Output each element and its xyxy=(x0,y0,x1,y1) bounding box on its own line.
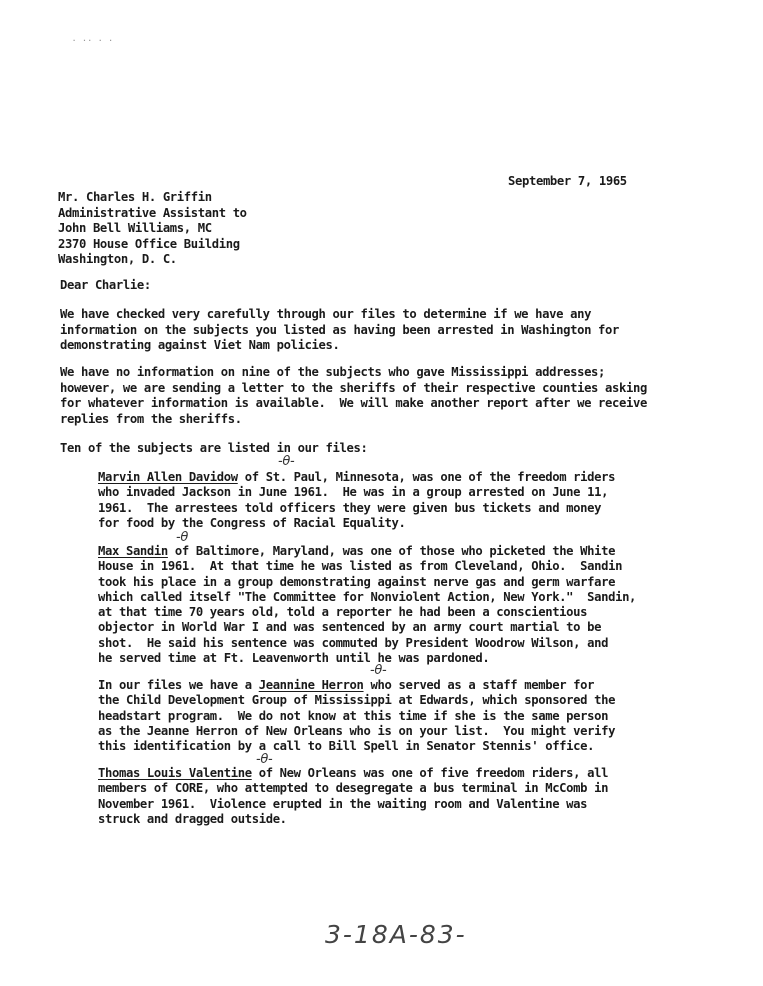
salutation: Dear Charlie: xyxy=(60,278,151,292)
subject-name: Max Sandin xyxy=(98,544,168,558)
subject-entry-3 xyxy=(98,678,698,754)
subject-text: of Baltimore, Maryland, was one of those who picketed the White xyxy=(167,544,616,558)
subject-name: Thomas Louis Valentine xyxy=(98,766,252,780)
subject-text: of New Orleans was one of five freedom riders, all xyxy=(251,766,609,780)
recipient-address xyxy=(58,190,247,268)
check-mark-icon: -θ xyxy=(176,530,188,545)
address-line: Administrative Assistant to xyxy=(58,205,247,220)
subject-line: 1961. The arrestees told officers they were given bus tickets and money xyxy=(98,500,602,515)
subject-first-line xyxy=(98,544,698,559)
subject-line: headstart program. We do not know at this time if she is the same person xyxy=(98,708,609,723)
subject-line: which called itself "The Committee for Nonviolent Action, New York." Sandin, xyxy=(98,589,637,604)
check-mark-icon: -θ- xyxy=(370,663,387,678)
paragraph-line: information on the subjects you listed as having been arrested in Washington for xyxy=(60,322,620,337)
address-line: 2370 House Office Building xyxy=(58,236,240,251)
subject-name: Jeannine Herron xyxy=(258,678,364,692)
paragraph-line: We have checked very carefully through our files to determine if we have any xyxy=(60,307,592,321)
subject-line: who invaded Jackson in June 1961. He was in a group arrested on June 11, xyxy=(98,485,609,500)
paragraph-line: We have no information on nine of the subjects who gave Mississippi addresses; xyxy=(60,365,606,379)
paragraph-line: for whatever information is available. We will make another report after we receive xyxy=(60,396,647,410)
subject-line: he served time at Ft. Leavenworth until he was pardoned. xyxy=(98,651,490,666)
paragraph-line: demonstrating against Viet Nam policies. xyxy=(60,338,340,352)
paragraph-2 xyxy=(60,365,710,427)
subject-line: November 1961. Violence erupted in the waiting room and Valentine was xyxy=(98,796,588,811)
handwritten-file-number: 3-18A-83- xyxy=(325,920,467,949)
address-line: Washington, D. C. xyxy=(58,252,177,267)
check-mark-icon: -θ- xyxy=(278,454,295,469)
subject-line: objector in World War I and was sentenced by an army court martial to be xyxy=(98,620,602,635)
scan-specks: · ·· · · xyxy=(72,37,114,45)
subject-name: Marvin Allen Davidow xyxy=(98,470,238,484)
address-line: Mr. Charles H. Griffin xyxy=(58,190,212,204)
subject-line: as the Jeanne Herron of New Orleans who is on your list. You might verify xyxy=(98,723,616,738)
subject-entry-1 xyxy=(98,470,698,531)
subject-entry-2 xyxy=(98,544,698,666)
subject-text: who served as a staff member for xyxy=(363,678,595,692)
subject-line: this identification by a call to Bill Spell in Senator Stennis' office. xyxy=(98,739,595,754)
subject-line: the Child Development Group of Mississippi at Edwards, which sponsored the xyxy=(98,693,616,708)
subject-line: struck and dragged outside. xyxy=(98,811,287,826)
subject-text: In our files we have a xyxy=(98,678,259,692)
subject-line: House in 1961. At that time he was listed as from Cleveland, Ohio. Sandin xyxy=(98,559,623,574)
paragraph-line: however, we are sending a letter to the sheriffs of their respective counties asking xyxy=(60,380,647,395)
paragraph-1 xyxy=(60,307,710,354)
paragraph-3 xyxy=(60,441,710,457)
subject-first-line xyxy=(98,470,698,485)
letter-date: September 7, 1965 xyxy=(508,174,627,188)
subject-text: of St. Paul, Minnesota, was one of the freedom riders xyxy=(237,470,616,484)
subject-line: members of CORE, who attempted to desegregate a bus terminal in McComb in xyxy=(98,781,609,796)
subject-entry-4 xyxy=(98,766,698,827)
paragraph-line: replies from the sheriffs. xyxy=(60,411,242,426)
subject-first-line xyxy=(98,766,698,781)
subject-line: for food by the Congress of Racial Equality. xyxy=(98,515,406,530)
check-mark-icon: -θ- xyxy=(256,752,273,767)
paragraph-line: Ten of the subjects are listed in our files: xyxy=(60,441,368,455)
address-line: John Bell Williams, MC xyxy=(58,221,212,236)
subject-first-line xyxy=(98,678,698,693)
subject-line: at that time 70 years old, told a reporter he had been a conscientious xyxy=(98,605,588,620)
subject-line: shot. He said his sentence was commuted by President Woodrow Wilson, and xyxy=(98,635,609,650)
subject-line: took his place in a group demonstrating against nerve gas and germ warfare xyxy=(98,574,616,589)
